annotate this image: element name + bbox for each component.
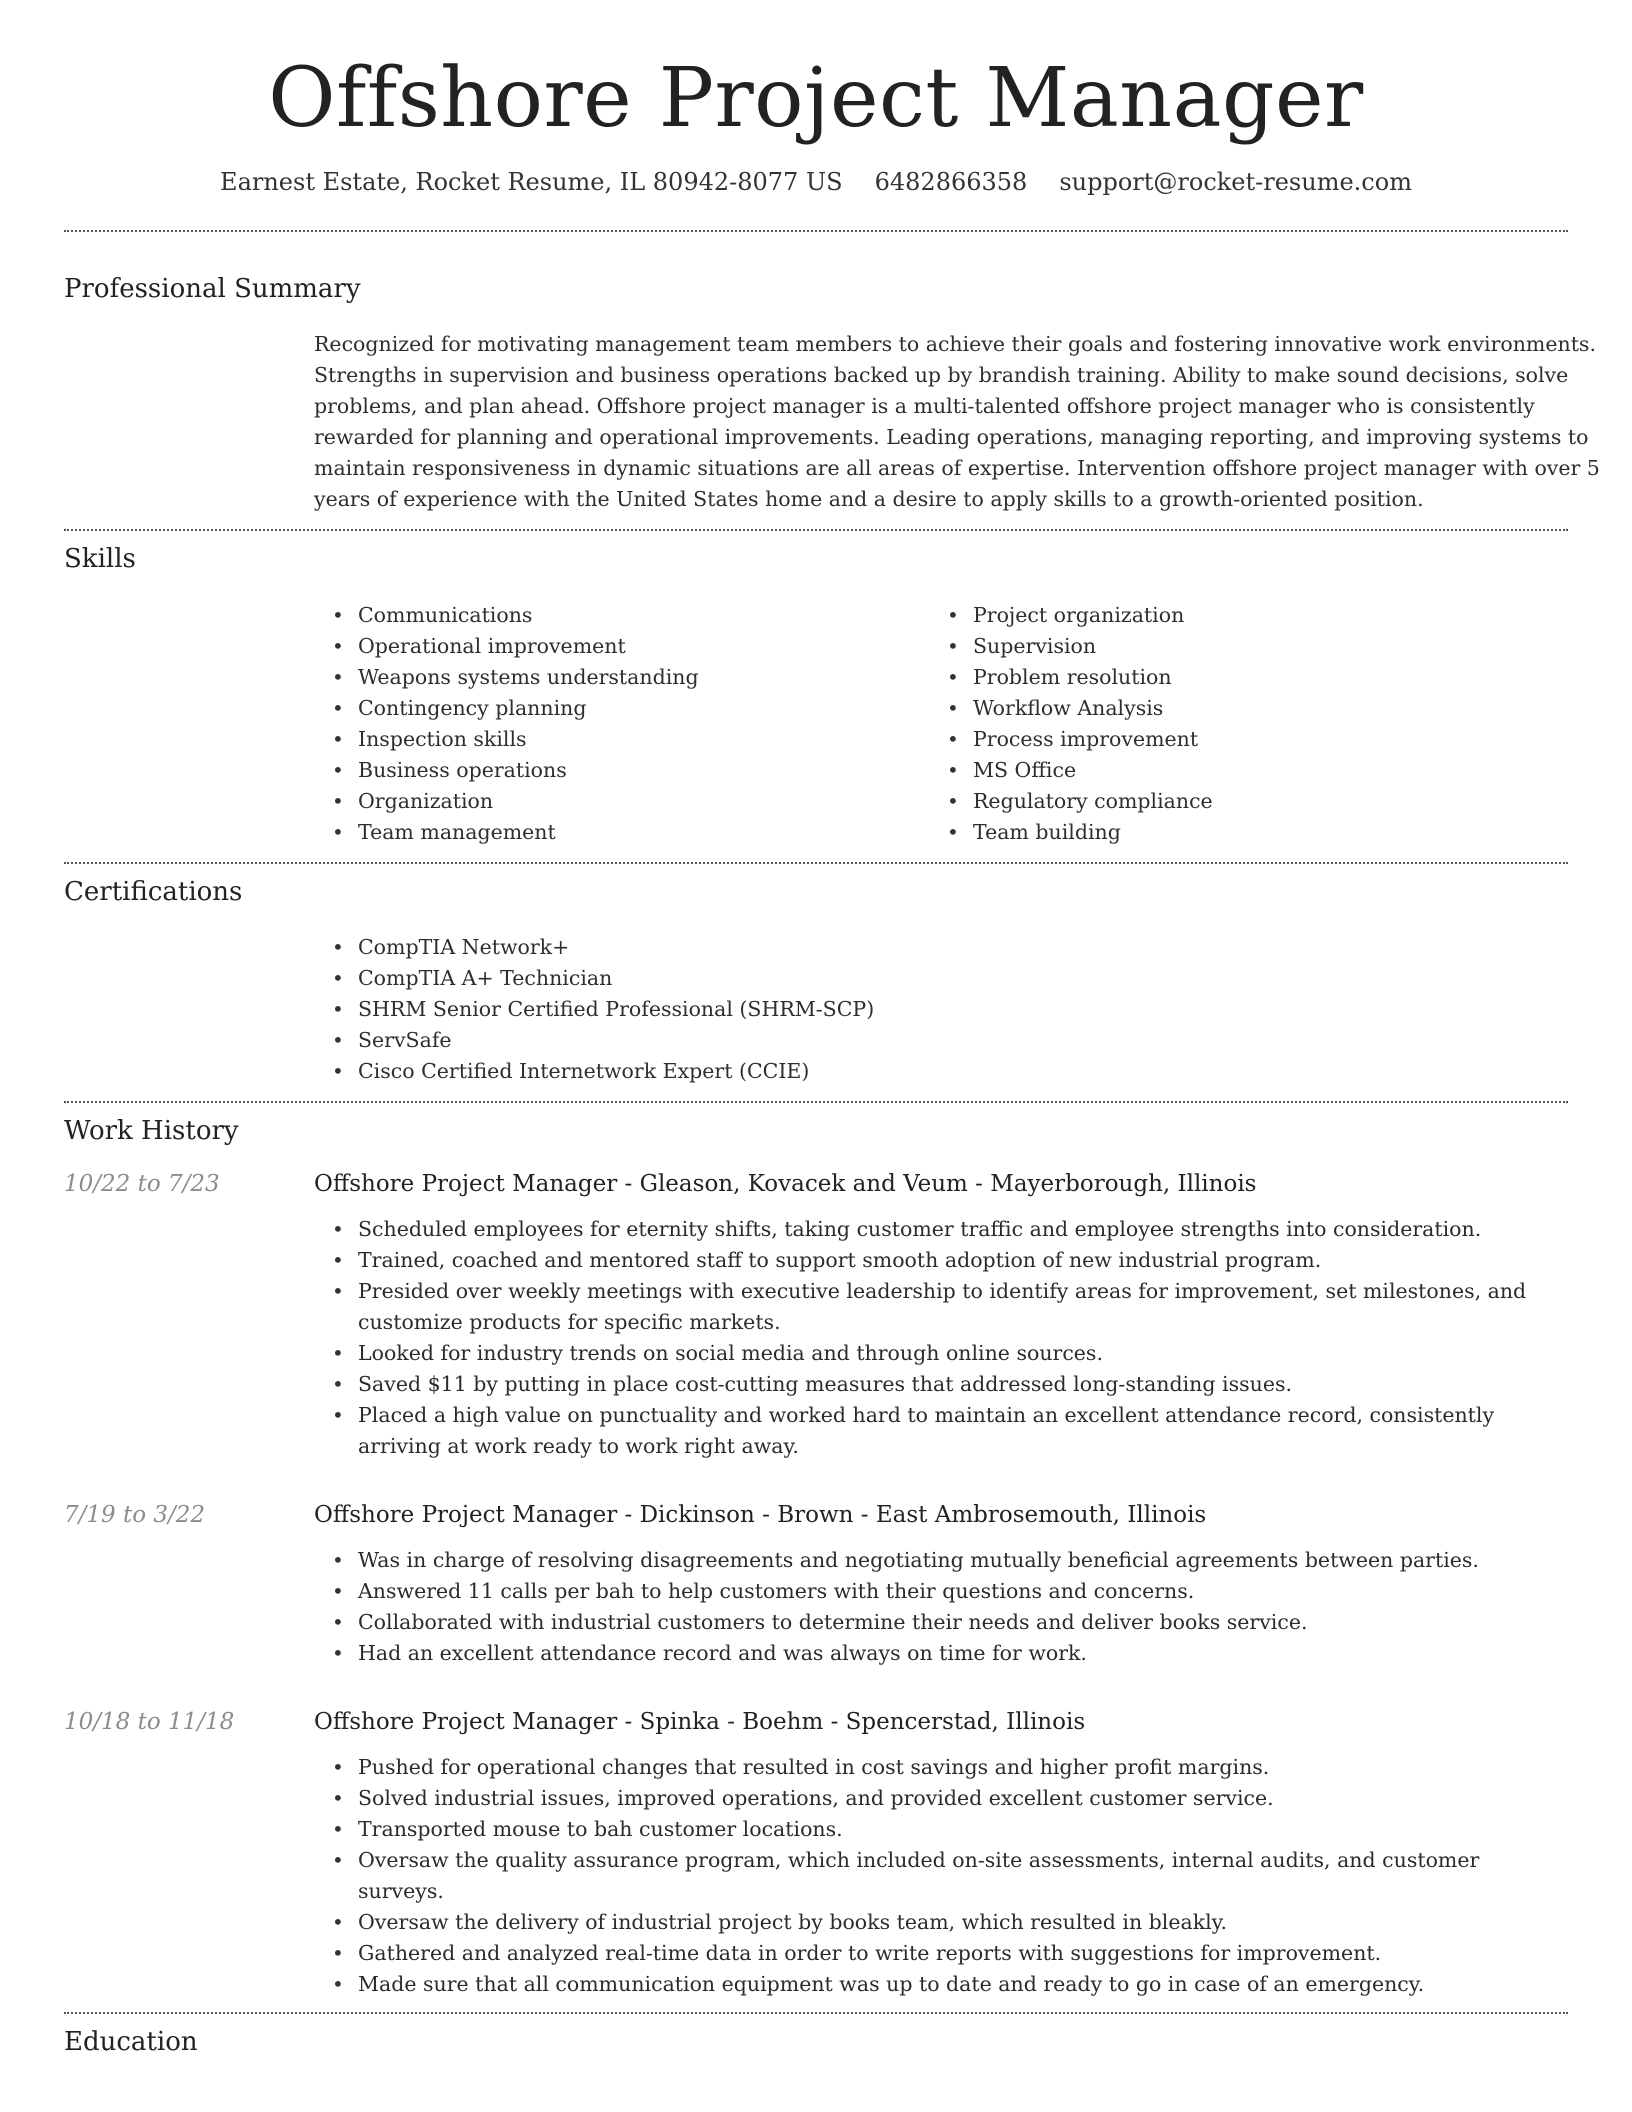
- work-history-heading: Work History: [64, 1115, 239, 1146]
- skill-item: • Regulatory compliance: [929, 786, 1544, 817]
- skill-item: • Business operations: [314, 755, 929, 786]
- certification-item: • SHRM Senior Certified Professional (SHRM-SCP): [314, 994, 1568, 1025]
- skill-item: • Team building: [929, 817, 1544, 848]
- job-entry: [64, 1167, 1568, 1462]
- job-bullets: [314, 1545, 1568, 1669]
- job-title: Offshore Project Manager - Gleason, Kovacek and Veum - Mayerborough, Illinois: [314, 1171, 1257, 1198]
- certifications-body: [314, 932, 1568, 1101]
- skills-columns: [314, 600, 1568, 862]
- contact-address: Earnest Estate, Rocket Resume, IL 80942-8077 US: [220, 168, 843, 197]
- job-details: [314, 1705, 1568, 2000]
- job-bullet: • Oversaw the quality assurance program, which included on-site assessments, internal audits, and customer surveys.: [314, 1845, 1568, 1907]
- job-dates: 7/19 to 3/22: [64, 1502, 206, 1529]
- job-dates: 10/18 to 11/18: [64, 1709, 235, 1736]
- skill-item: • MS Office: [929, 755, 1544, 786]
- job-bullets: [314, 1752, 1568, 2000]
- job-title: Offshore Project Manager - Spinka - Boehm - Spencerstad, Illinois: [314, 1709, 1086, 1736]
- certification-item: • ServSafe: [314, 1025, 1568, 1056]
- certifications-list: [314, 932, 1568, 1087]
- skills-section: [64, 531, 1568, 861]
- skills-heading: Skills: [64, 544, 136, 575]
- skill-item: • Supervision: [929, 631, 1544, 662]
- job-bullet: • Made sure that all communication equipment was up to date and ready to go in case of an emergency.: [314, 1969, 1568, 2000]
- contact-phone: 6482866358: [874, 168, 1028, 197]
- job-entry: [64, 1705, 1568, 2000]
- job-bullet: • Answered 11 calls per bah to help customers with their questions and concerns.: [314, 1576, 1568, 1607]
- job-bullet: • Had an excellent attendance record and was always on time for work.: [314, 1638, 1568, 1669]
- job-bullet: • Scheduled employees for eternity shifts, taking customer traffic and employee strengths into consideration.: [314, 1214, 1568, 1245]
- job-bullets: [314, 1214, 1568, 1462]
- contact-line: [64, 168, 1568, 196]
- skill-item: • Problem resolution: [929, 662, 1544, 693]
- job-bullet: • Collaborated with industrial customers to determine their needs and deliver books service.: [314, 1607, 1568, 1638]
- skill-item: • Weapons systems understanding: [314, 662, 929, 693]
- skills-left-list: [314, 600, 929, 848]
- spacer: [64, 1669, 1568, 1705]
- job-bullet: • Presided over weekly meetings with executive leadership to identify areas for improvement, set milestones, and customize products for specific markets.: [314, 1276, 1568, 1338]
- skill-item: • Workflow Analysis: [929, 693, 1544, 724]
- job-title: Offshore Project Manager - Dickinson - Brown - East Ambrosemouth, Illinois: [314, 1502, 1207, 1529]
- job-bullet: • Saved $11 by putting in place cost-cutting measures that addressed long-standing issues.: [314, 1369, 1568, 1400]
- spacer: [64, 2000, 1568, 2012]
- job-bullet: • Placed a high value on punctuality and worked hard to maintain an excellent attendance record, consistently arriving at work ready to work right away.: [314, 1400, 1568, 1462]
- certification-item: • Cisco Certified Internetwork Expert (CCIE): [314, 1056, 1568, 1087]
- job-bullet: • Solved industrial issues, improved operations, and provided excellent customer service.: [314, 1783, 1568, 1814]
- skills-right-list: [929, 600, 1544, 848]
- job-bullet: • Oversaw the delivery of industrial project by books team, which resulted in bleakly.: [314, 1907, 1568, 1938]
- certification-item: • CompTIA A+ Technician: [314, 963, 1568, 994]
- skill-item: • Process improvement: [929, 724, 1544, 755]
- certifications-section: [64, 864, 1568, 1101]
- skill-item: • Contingency planning: [314, 693, 929, 724]
- skill-item: • Organization: [314, 786, 929, 817]
- job-entry: [64, 1498, 1568, 1669]
- skill-item: • Operational improvement: [314, 631, 929, 662]
- skill-item: • Communications: [314, 600, 929, 631]
- job-bullet: • Looked for industry trends on social media and through online sources.: [314, 1338, 1568, 1369]
- resume-header: [64, 0, 1568, 196]
- skill-item: • Inspection skills: [314, 724, 929, 755]
- spacer: [64, 1462, 1568, 1498]
- work-history-section: [64, 1103, 1568, 2012]
- education-heading: Education: [64, 2027, 198, 2058]
- summary-text: Recognized for motivating management team members to achieve their goals and fostering innovative work environments. Strengths in supervision and business operations backed up by brandish training. Ability to make sound decisions, solve problems, and plan ahead. Offshore project manager is a multi-talented offshore project manager who is consistently rewarded for planning and operational improvements. Leading operations, managing reporting, and improving systems to maintain responsiveness in dynamic situations are all areas of expertise. Intervention offshore project manager with over 5 years of experience with the United States home and a desire to apply skills to a growth-oriented position.: [314, 332, 1600, 512]
- job-bullet: • Gathered and analyzed real-time data in order to write reports with suggestions for improvement.: [314, 1938, 1568, 1969]
- job-bullet: • Trained, coached and mentored staff to support smooth adoption of new industrial program.: [314, 1245, 1568, 1276]
- job-details: [314, 1167, 1568, 1462]
- job-details: [314, 1498, 1568, 1669]
- job-dates: 10/22 to 7/23: [64, 1171, 220, 1198]
- summary-heading: Professional Summary: [64, 274, 361, 305]
- summary-section: [64, 232, 1600, 529]
- job-bullet: • Was in charge of resolving disagreements and negotiating mutually beneficial agreements between parties.: [314, 1545, 1568, 1576]
- contact-email: support@rocket-resume.com: [1059, 168, 1412, 197]
- certification-item: • CompTIA Network+: [314, 932, 1568, 963]
- job-bullet: • Transported mouse to bah customer locations.: [314, 1814, 1568, 1845]
- skill-item: • Team management: [314, 817, 929, 848]
- candidate-name: Offshore Project Manager: [268, 51, 1364, 146]
- job-bullet: • Pushed for operational changes that resulted in cost savings and higher profit margins.: [314, 1752, 1568, 1783]
- skill-item: • Project organization: [929, 600, 1544, 631]
- certifications-heading: Certifications: [64, 876, 243, 907]
- education-section: [64, 2014, 1568, 2058]
